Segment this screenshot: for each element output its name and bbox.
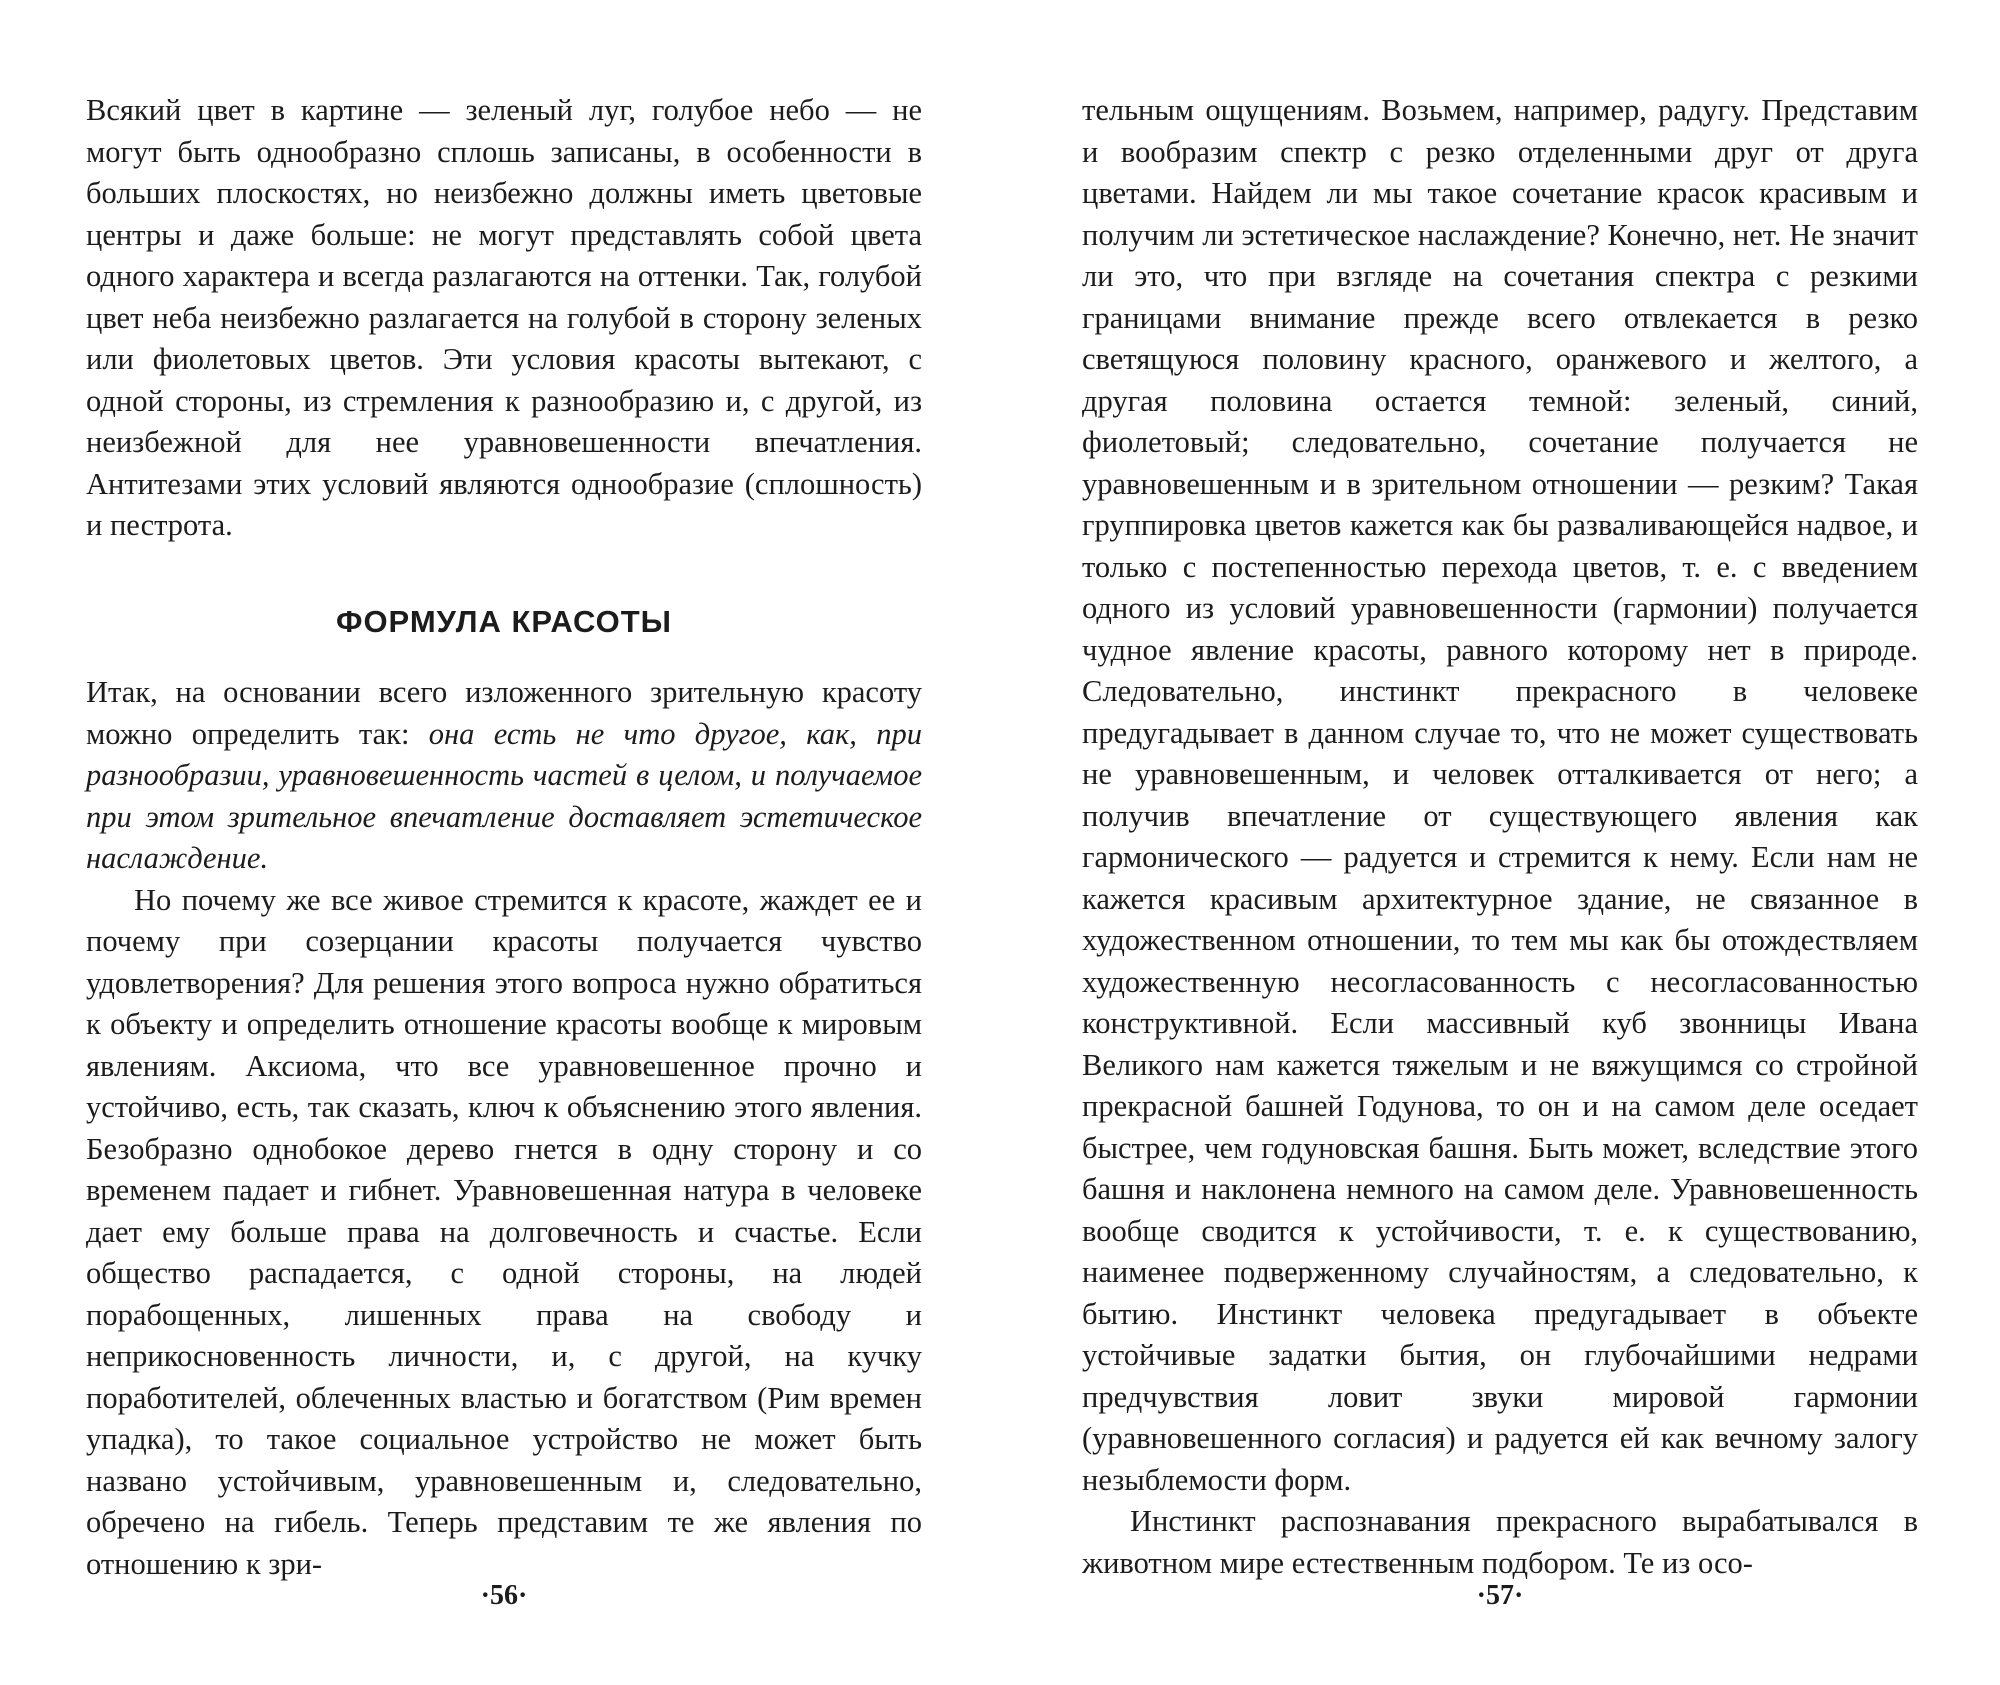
page-number-right: ·57·	[1476, 1580, 1524, 1611]
left-page	[86, 90, 922, 1585]
left-paragraph-3: Но почему же все живое стремится к красоте, жаждет ее и почему при созерцании красоты получается чувство удовлетворения? Для решения этого вопроса нужно обратиться к объекту и определить отношение красоты вообще к мировым явлениям. Аксиома, что все уравновешенное прочно и устойчиво, есть, так сказать, ключ к объяснению этого явления. Безобразно однобокое дерево гнется в одну сторону и со временем падает и гибнет. Уравновешенная натура в человеке дает ему больше права на долговечность и счастье. Если общество распадается, с одной стороны, на людей порабощенных, лишенных права на свободу и неприкосновенность личности, и, с другой, на кучку поработителей, облеченных властью и богатством (Рим времен упадка), то такое социальное устройство не может быть названо устойчивым, уравновешенным и, следовательно, обречено на гибель. Теперь представим те же явления по отношению к зри-	[86, 882, 922, 1581]
left-paragraph-1: Всякий цвет в картине — зеленый луг, голубое небо — не могут быть однообразно сплошь записаны, в особенности в больших плоскостях, но неизбежно должны иметь цветовые центры и даже больше: не могут представлять собой цвета одного характера и всегда разлагаются на оттенки. Так, голубой цвет неба неизбежно разлагается на голубой в сторону зеленых или фиолетовых цветов. Эти условия красоты вытекают, с одной стороны, из стремления к разнообразию и, с другой, из неизбежной для нее уравновешенности впечатления. Антитезами этих условий являются однообразие (сплошность) и пестрота.	[86, 93, 922, 542]
right-paragraph-2: Инстинкт распознавания прекрасного вырабатывался в животном мире естественным подбором. Те из осо-	[1082, 1504, 1918, 1580]
right-page-text	[1082, 90, 1918, 1584]
left-page-text	[86, 90, 922, 1585]
right-paragraph-1: тельным ощущениям. Возьмем, например, радугу. Представим и вообразим спектр с резко отделенными друг от друга цветами. Найдем ли мы такое сочетание красок красивым и получим ли эстетическое наслаждение? Конечно, нет. Не значит ли это, что при взгляде на сочетания спектра с резкими границами внимание прежде всего отвлекается в резко светящуюся половину красного, оранжевого и желтого, а другая половина остается темной: зеленый, синий, фиолетовый; следовательно, сочетание получается не уравновешенным и в зрительном отношении — резким? Такая группировка цветов кажется как бы разваливающейся надвое, и только с постепенностью перехода цветов, т. е. с введением одного из условий уравновешенности (гармонии) получается чудное явление красоты, равного которому нет в природе. Следовательно, инстинкт прекрасного в человеке предугадывает в данном случае то, что не может существовать не уравновешенным, и человек отталкивается от него; а получив впечатление от существующего явления как гармонического — радуется и стремится к нему. Если нам не кажется красивым архитектурное здание, не связанное в художественном отношении, то тем мы как бы отождествляем художественную несогласованность с несогласованностью конструктивной. Если массивный куб звонницы Ивана Великого нам кажется тяжелым и не вяжущимся со стройной прекрасной башней Годунова, то он и на самом деле оседает быстрее, чем годуновская башня. Быть может, вследствие этого башня и наклонена немного на самом деле. Уравновешенность вообще сводится к устойчивости, т. е. к существованию, наименее подверженному случайностям, а следовательно, к бытию. Инстинкт человека предугадывает в объекте устойчивые задатки бытия, он глубочайшими недрами предчувствия ловит звуки мировой гармонии (уравновешенного согласия) и радуется ей как вечному залогу незыблемости форм.	[1082, 93, 1918, 1497]
page-number-left: ·56·	[480, 1580, 528, 1611]
definition-italic: она есть не что другое, как, при разнообразии, уравновешенность частей в целом, и получаемое при этом зрительное впечатление доставляет эстетическое наслаждение.	[86, 716, 922, 875]
definition-lead: Итак, на основании всего изложенного зрительную красоту можно определить так:	[86, 675, 922, 751]
section-heading: ФОРМУЛА КРАСОТЫ	[335, 603, 673, 639]
right-page	[1082, 90, 1918, 1584]
left-paragraph-2	[86, 672, 922, 880]
